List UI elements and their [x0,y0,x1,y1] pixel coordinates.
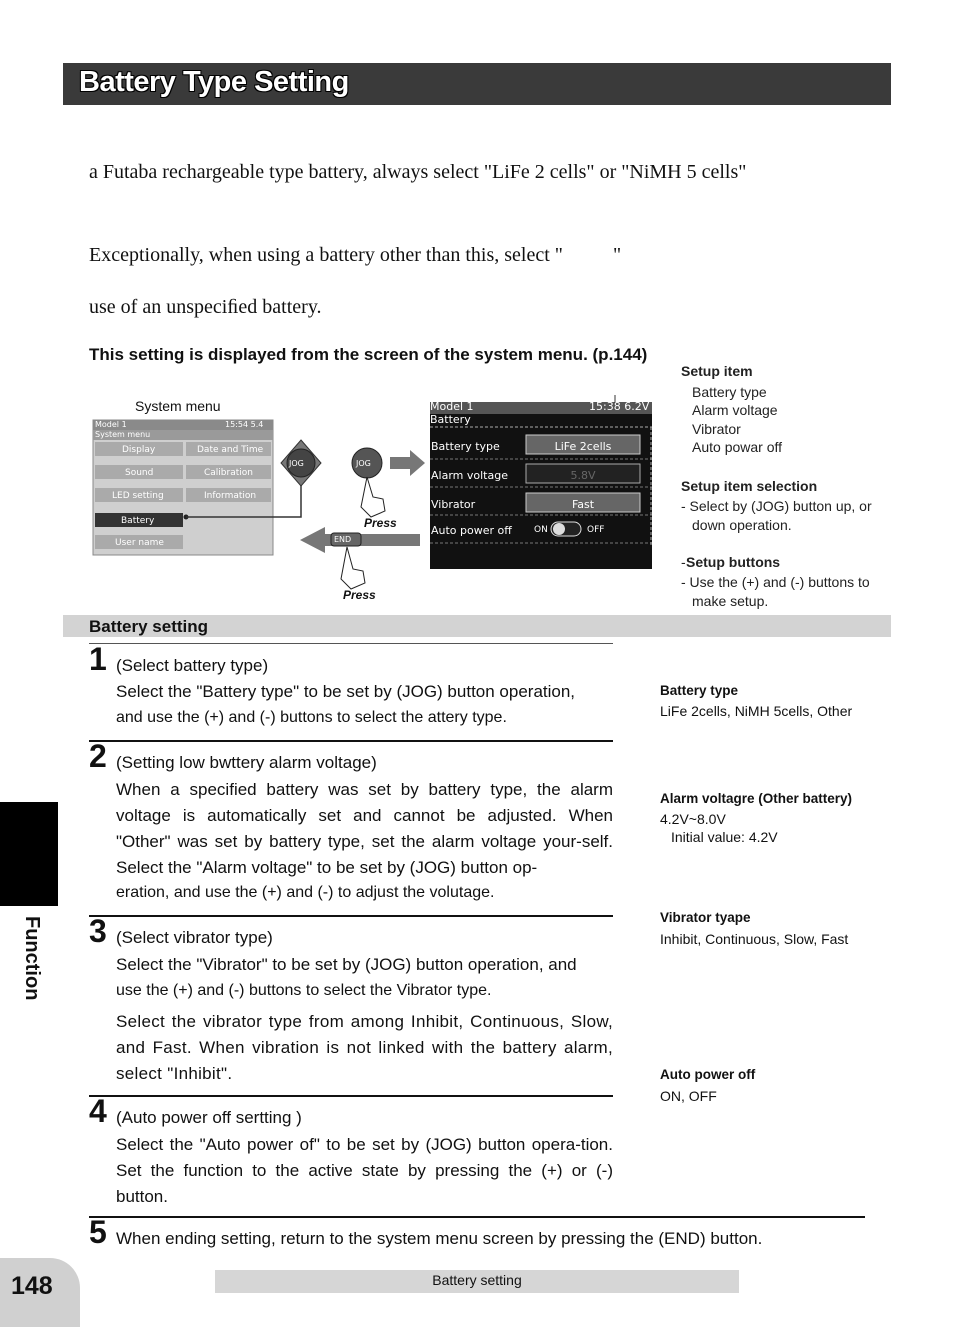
step-5-number: 5 [89,1214,107,1250]
end-button-label: END [334,535,352,544]
step-4-rule [89,1095,613,1097]
note-vibrator-heading: Vibrator tyape [660,910,751,925]
step-1-line-1: Select the "Battery type" to be set by (JOG) button operation, [116,682,576,701]
note-alarm-range: 4.2V~8.0V [660,811,726,827]
setup-item-1: Battery type [692,384,767,400]
step-4-number: 4 [89,1093,107,1129]
footer-label: Battery setting [432,1272,522,1288]
step-1-subtitle: (Select battery type) [116,656,269,675]
auto-power-on-option[interactable]: ON [534,525,548,535]
buttons-prefix: - [681,554,686,570]
step-1-rule [89,643,613,644]
step-3-subtitle: (Select vibrator type) [116,928,273,947]
step-3-number: 3 [89,913,107,949]
vibrator-label: Vibrator [431,498,476,511]
note-auto-power-text: ON, OFF [660,1088,717,1104]
section-title: Battery setting [89,617,209,636]
press-label-jog: Press [364,516,397,530]
press-label-end: Press [343,588,376,602]
menu-item-sound[interactable]: Sound [125,468,154,478]
note-auto-power-heading: Auto power off [660,1067,756,1082]
note-battery-type-heading: Battery type [660,683,739,698]
intro-line-3: use of an unspeciﬁed battery. [89,296,322,318]
battery-type-label: Battery type [431,440,500,453]
step-1-line-2: and use the (+) and (-) buttons to select the attery type. [116,709,507,726]
menu-item-led[interactable]: LED setting [112,491,164,501]
step-3-line-2: use the (+) and (-) buttons to select the Vibrator type. [116,982,492,999]
step-4-subtitle: (Auto power off sertting ) [116,1108,302,1127]
step-3-rule [89,915,613,917]
setup-item-2: Alarm voltage [692,402,778,418]
battery-type-value[interactable]: LiFe 2cells [554,440,612,453]
menu-item-user-name[interactable]: User name [115,538,164,548]
jog-pad-label: JOG [289,459,304,468]
note-vibrator-text: Inhibit, Continuous, Slow, Fast [660,931,849,947]
side-tab-label: Function [21,916,43,1001]
page-title: Battery Type Setting [79,66,349,98]
note-alarm-heading: Alarm voltagre (Other battery) [660,791,853,806]
step-5-text: When ending setting, return to the system menu screen by pressing the (END) button. [116,1229,763,1248]
menu-item-date-time[interactable]: Date and Time [197,445,264,455]
setup-item-3: Vibrator [692,421,741,437]
battery-screen-title: Battery [430,413,471,426]
buttons-text-1: - Use the (+) and (-) buttons to [681,574,870,590]
auto-power-off-option[interactable]: OFF [587,525,605,535]
menu-time: 15:54 5.4 [225,420,264,429]
step-1-number: 1 [89,641,107,677]
intro-line-1: a Futaba rechargeable type battery, always select "LiFe 2 cells" or "NiMH 5 cells" [89,161,747,183]
step-2-body: When a speciﬁed battery was set by battery type, the alarm voltage is automatically set and cannot be adjusted. When "Other" was set by battery type, set the alarm voltage your-self. Select the "Alarm voltage" to be set by (JOG) button op- [116,780,613,877]
system-menu-caption: System menu [135,398,221,414]
alarm-voltage-value[interactable]: 5.8V [570,469,596,482]
step-2-body-end: eration, and use the (+) and (-) to adjust the volutage. [116,884,495,901]
menu-item-calibration[interactable]: Calibration [204,468,253,478]
step-2-number: 2 [89,738,107,774]
battery-screen-model: Model 1 [430,400,474,413]
step-5-rule [89,1216,865,1218]
step-3-line-1: Select the "Vibrator" to be set by (JOG) button operation, and [116,955,577,974]
setup-item-heading: Setup item [681,363,753,379]
side-tab [0,802,58,906]
step-2-subtitle: (Setting low bwttery alarm voltage) [116,753,377,772]
intro-line-2: Exceptionally, when using a battery other than this, select " " [89,244,622,266]
note-alarm-initial: Initial value: 4.2V [671,829,778,845]
display-note: This setting is displayed from the screen of the system menu. (p.144) [89,345,648,364]
selection-heading: Setup item selection [681,478,818,494]
auto-power-off-label: Auto power off [431,524,512,537]
setup-item-4: Auto powar off [692,439,783,455]
step-2-rule [89,740,613,742]
jog-press-label: JOG [356,459,371,468]
alarm-voltage-label: Alarm voltage [431,469,508,482]
buttons-text-2: make setup. [692,593,769,609]
menu-item-display[interactable]: Display [122,445,156,455]
buttons-heading: Setup buttons [686,554,781,570]
step-4-body: Select the "Auto power of" to be set by (JOG) button opera-tion. Set the function to the active state by pressing the (+) or (-) button. [116,1135,613,1206]
menu-title: System menu [95,430,151,439]
vibrator-value[interactable]: Fast [571,498,595,511]
step-3-body: Select the vibrator type from among Inhibit, Continuous, Slow, and Fast. When vibration is not linked with the battery alarm, select "Inhibit". [116,1012,613,1083]
note-battery-type-text: LiFe 2cells, NiMH 5cells, Other [660,703,853,719]
selection-text-2: down operation. [692,517,792,533]
battery-screen-status: 15:38 6.2V [589,400,650,413]
menu-item-battery[interactable]: Battery [121,516,155,526]
menu-item-information[interactable]: Information [204,491,257,501]
page-number: 148 [11,1272,53,1300]
selection-text-1: - Select by (JOG) button up, or [681,498,872,514]
menu-model: Model 1 [95,420,127,429]
